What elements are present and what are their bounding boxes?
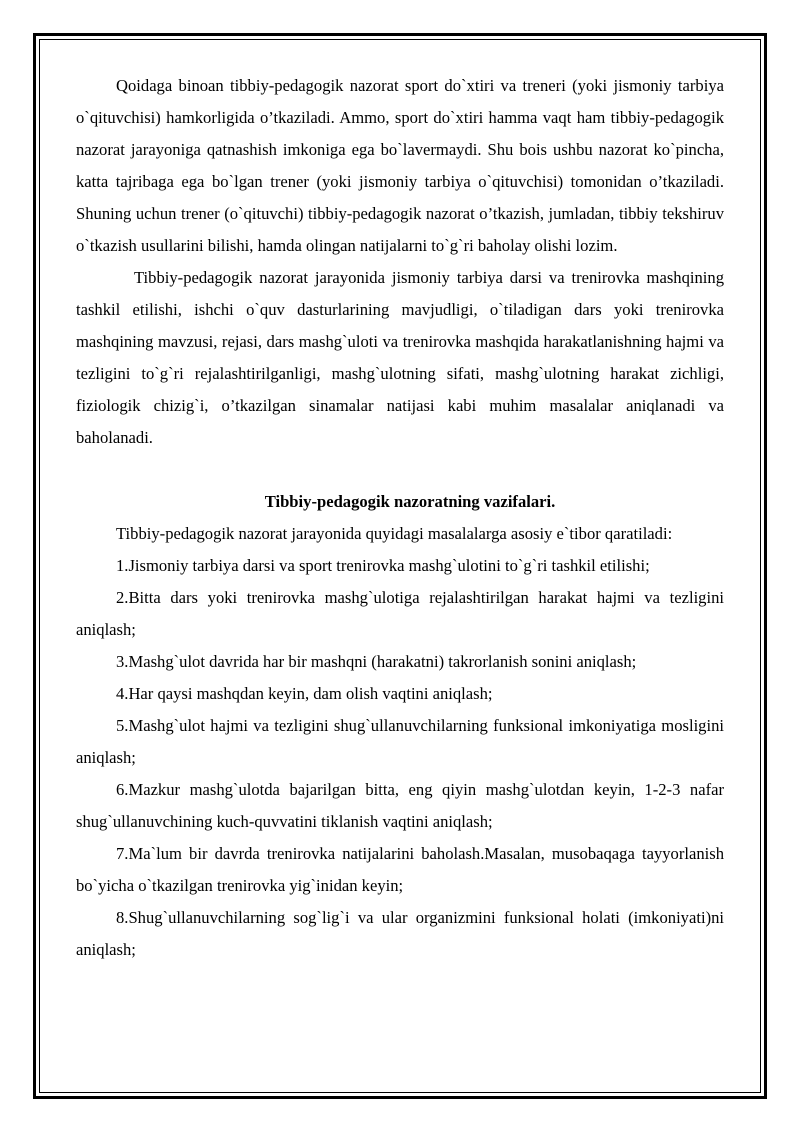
list-item-4: 4.Har qaysi mashqdan keyin, dam olish vaqtini aniqlash;	[116, 684, 493, 703]
list-item-1: 1.Jismoniy tarbiya darsi va sport trenirovka mashg`ulotini to`g`ri tashkil etilishi;	[116, 556, 650, 575]
paragraph-1: Qoidaga binoan tibbiy-pedagogik nazorat sport do`xtiri va treneri (yoki jismoniy tarbiya o`qituvchisi) hamkorligida o’tkaziladi. Ammo, sport do`xtiri hamma vaqt ham tibbiy-pedagogik nazorat jarayoniga qatnashish imkoniga ega bo`lavermaydi. Shu bois ushbu nazorat ko`pincha, katta tajribaga ega bo`lgan trener (yoki jismoniy tarbiya o`qituvchisi) tomonidan o’tkaziladi. Shuning uchun trener (o`qituvchi) tibbiy-pedagogik nazorat o’tkazish, jumladan, tibbiy tekshiruv o`tkazish usullarini bilishi, hamda olingan natijalarni to`g`ri baholay olishi lozim.	[76, 76, 724, 255]
list-item-6: 6.Mazkur mashg`ulotda bajarilgan bitta, eng qiyin mashg`ulotdan keyin, 1-2-3 nafar shug`ullanuvchining kuch-quvvatini tiklanish vaqtini aniqlash;	[76, 780, 724, 831]
list-item-5: 5.Mashg`ulot hajmi va tezligini shug`ullanuvchilarning funksional imkoniyatiga mosligini aniqlash;	[76, 716, 724, 767]
list-item-8: 8.Shug`ullanuvchilarning sog`lig`i va ular organizmini funksional holati (imkoniyati)ni aniqlash;	[76, 908, 724, 959]
intro-paragraph: Tibbiy-pedagogik nazorat jarayonida quyidagi masalalarga asosiy e`tibor qaratiladi:	[116, 524, 673, 543]
list-item-3: 3.Mashg`ulot davrida har bir mashqni (harakatni) takrorlanish sonini aniqlash;	[116, 652, 637, 671]
list-item-2: 2.Bitta dars yoki trenirovka mashg`ulotiga rejalashtirilgan harakat hajmi va tezligini aniqlash;	[76, 588, 724, 639]
paragraph-2: Tibbiy-pedagogik nazorat jarayonida jismoniy tarbiya darsi va trenirovka mashqining tashkil etilishi, ishchi o`quv dasturlarining mavjudligi, o`tiladigan dars yoki trenirovka mashqining mavzusi, rejasi, dars mashg`uloti va trenirovka mashqida harakatlanishning hajmi va tezligini to`g`ri rejalashtirilganligi, mashg`ulotning sifati, mashg`ulotning harakat zichligi, fiziologik chizig`i, o’tkazilgan sinamalar natijasi kabi muhim masalalar aniqlanadi va baholanadi.	[76, 268, 724, 447]
section-heading: Tibbiy-pedagogik nazoratning vazifalari.	[264, 492, 556, 511]
document-body	[76, 70, 724, 966]
list-item-7: 7.Ma`lum bir davrda trenirovka natijalarini baholash.Masalan, musobaqaga tayyorlanish bo`yicha o`tkazilgan trenirovka yig`inidan keyin;	[76, 844, 724, 895]
